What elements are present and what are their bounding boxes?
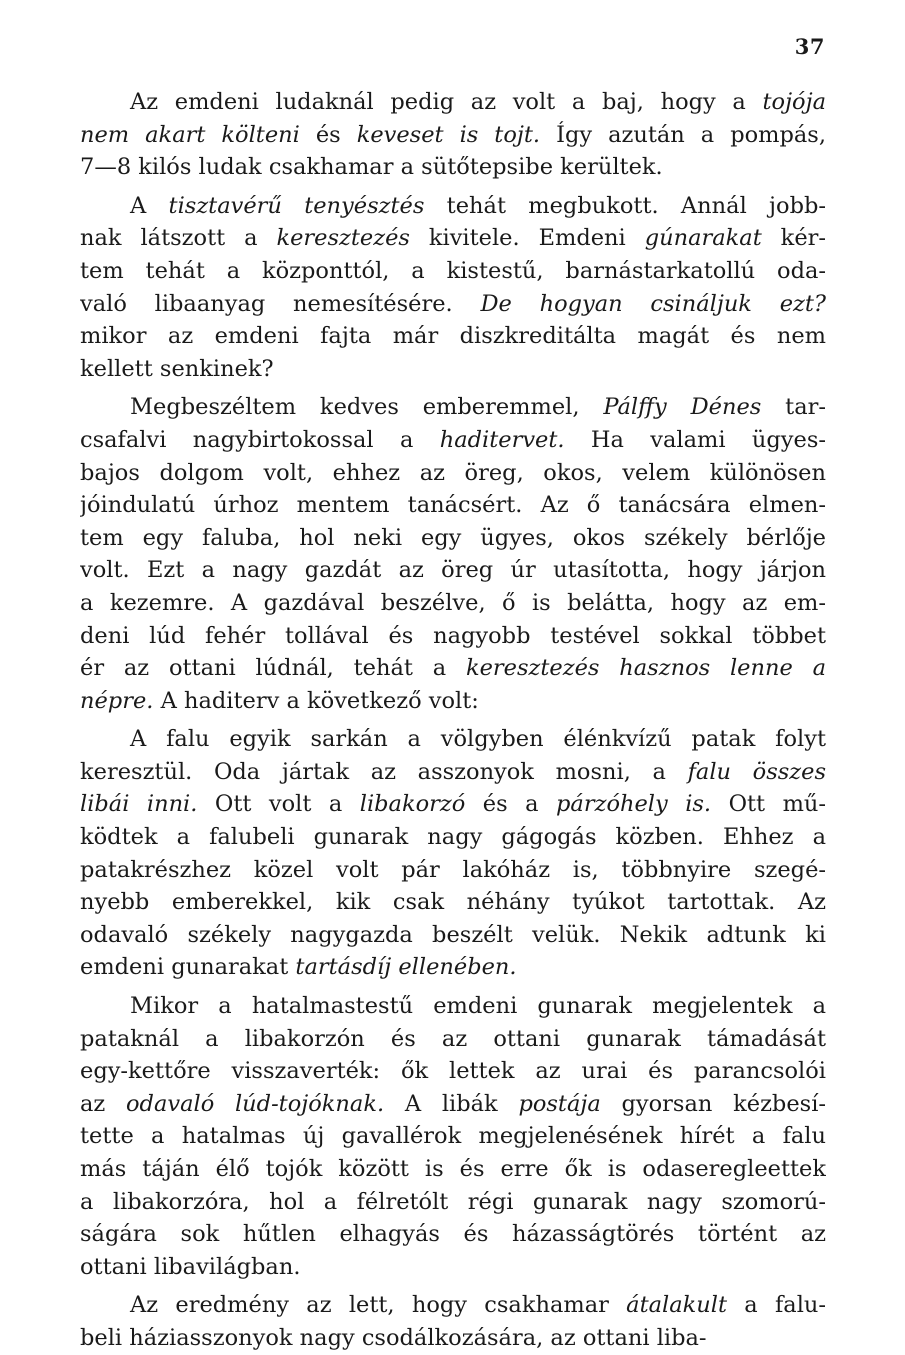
text-line xyxy=(80,821,826,854)
paragraph xyxy=(80,1289,826,1354)
text-line xyxy=(80,756,826,789)
text-segment: pataknál a libakorzón és az ottani gunarak támadását xyxy=(80,1025,826,1052)
text-line xyxy=(80,951,826,984)
text-segment: deni lúd fehér tollával és nagyobb testével sokkal többet xyxy=(80,622,826,649)
text-line xyxy=(80,1289,826,1322)
text-line xyxy=(80,353,826,386)
text-segment: A falu egyik sarkán a völgyben élénkvízű patak folyt xyxy=(130,726,826,753)
text-segment: Mikor a hatalmastestű emdeni gunarak megjelentek a xyxy=(130,993,826,1020)
italic-text: tartásdíj ellenében. xyxy=(295,954,517,981)
text-line xyxy=(80,255,826,288)
text-segment: ködtek a falubeli gunarak nagy gágogás közben. Ehhez a xyxy=(80,824,826,851)
text-segment: volt. Ezt a nagy gazdát az öreg úr utasította, hogy járjon xyxy=(80,557,826,584)
text-line xyxy=(80,1088,826,1121)
italic-text: nem akart költeni xyxy=(80,121,300,148)
text-segment: csafalvi nagybirtokossal a xyxy=(80,426,440,453)
text-segment: ér az ottani lúdnál, tehát a xyxy=(80,655,466,682)
text-segment: Ott mű- xyxy=(711,791,826,818)
italic-text: Pálffy Dénes xyxy=(603,394,762,421)
text-line xyxy=(80,685,826,718)
text-segment: Így azután a pompás, xyxy=(540,121,826,148)
text-segment: kivitele. Emdeni xyxy=(409,225,645,252)
text-segment: Ott volt a xyxy=(197,791,360,818)
paragraph xyxy=(80,990,826,1283)
text-segment: a kezemre. A gazdával beszélve, ő is belátta, hogy az em- xyxy=(80,589,826,616)
italic-text: átalakult xyxy=(626,1292,728,1319)
paragraph xyxy=(80,86,826,184)
text-line xyxy=(80,288,826,321)
text-line xyxy=(80,788,826,821)
italic-text: De hogyan csináljuk ezt? xyxy=(480,290,826,317)
text-line xyxy=(80,919,826,952)
paragraph xyxy=(80,190,826,386)
text-segment: bajos dolgom volt, ehhez az öreg, okos, velem különösen xyxy=(80,459,826,486)
text-segment: Megbeszéltem kedves emberemmel, xyxy=(130,394,604,421)
italic-text: gúnarakat xyxy=(644,225,762,252)
text-line xyxy=(80,522,826,555)
text-line xyxy=(80,489,826,522)
text-segment: ságára sok hűtlen elhagyás és házasságtörés történt az xyxy=(80,1221,826,1248)
text-line xyxy=(80,587,826,620)
text-line xyxy=(80,119,826,152)
text-segment: tar- xyxy=(761,394,826,421)
italic-text: tisztavérű tenyésztés xyxy=(168,192,425,219)
italic-text: párzóhely is. xyxy=(556,791,712,818)
text-segment: és xyxy=(299,121,357,148)
paragraph xyxy=(80,723,826,984)
text-segment: nak látszott a xyxy=(80,225,277,252)
text-segment: A libák xyxy=(384,1090,519,1117)
text-line xyxy=(80,222,826,255)
text-line xyxy=(80,1218,826,1251)
text-line xyxy=(80,424,826,457)
text-segment: jóindulatú úrhoz mentem tanácsért. Az ő tanácsára elmen- xyxy=(80,492,826,519)
text-segment: Az eredmény az lett, hogy csakhamar xyxy=(130,1292,627,1319)
italic-text: tojója xyxy=(762,89,826,115)
text-segment: A xyxy=(130,192,169,219)
text-line xyxy=(80,457,826,490)
text-line xyxy=(80,620,826,653)
text-line xyxy=(80,1186,826,1219)
text-line xyxy=(80,652,826,685)
italic-text: keresztezés xyxy=(276,225,410,252)
text-segment: az xyxy=(80,1090,127,1117)
text-segment: kér- xyxy=(761,225,826,252)
text-segment: tem egy faluba, hol neki egy ügyes, okos székely bérlője xyxy=(80,524,826,551)
text-segment: Az emdeni ludaknál pedig az volt a baj, hogy a xyxy=(130,89,763,115)
text-line xyxy=(80,151,826,184)
italic-text: haditervet. xyxy=(439,426,565,453)
italic-text: keresztezés hasznos lenne a xyxy=(465,655,826,682)
text-line xyxy=(80,391,826,424)
text-segment: tehát megbukott. Annál jobb- xyxy=(424,192,826,219)
page-number: 37 xyxy=(794,34,825,59)
text-line xyxy=(80,1120,826,1153)
text-line xyxy=(80,990,826,1023)
text-line xyxy=(80,1322,826,1355)
text-segment: patakrészhez közel volt pár lakóház is, többnyire szegé- xyxy=(80,856,826,883)
text-segment: való libaanyag nemesítésére. xyxy=(80,290,481,317)
text-segment: A haditerv a következő volt: xyxy=(153,687,479,714)
text-segment: egy-kettőre visszaverték: ők lettek az urai és parancsolói xyxy=(80,1058,826,1085)
body-text xyxy=(80,86,826,1355)
text-line xyxy=(80,1153,826,1186)
text-segment: nyebb emberekkel, kik csak néhány tyúkot tartottak. Az xyxy=(80,889,826,916)
text-segment: 7—8 kilós ludak csakhamar a sütőtepsibe kerültek. xyxy=(80,154,663,181)
text-segment: kellett senkinek? xyxy=(80,355,274,382)
text-segment: emdeni gunarakat xyxy=(80,954,296,981)
text-segment: odavaló székely nagygazda beszélt velük. Nekik adtunk ki xyxy=(80,921,826,948)
italic-text: falu összes xyxy=(687,758,826,785)
text-segment: ottani libavilágban. xyxy=(80,1253,301,1280)
text-segment: a libakorzóra, hol a félretólt régi gunarak nagy szomorú- xyxy=(80,1188,826,1215)
text-segment: keresztül. Oda jártak az asszonyok mosni, a xyxy=(80,758,688,785)
italic-text: libái inni. xyxy=(80,791,198,818)
italic-text: népre. xyxy=(80,687,154,714)
text-segment: tem tehát a központtól, a kistestű, barnástarkatollú oda- xyxy=(80,257,826,284)
text-line xyxy=(80,320,826,353)
paragraph xyxy=(80,391,826,717)
text-line xyxy=(80,554,826,587)
text-segment: a falu- xyxy=(727,1292,826,1319)
text-segment: más táján élő tojók között is és erre ők is odaseregleettek xyxy=(80,1156,826,1182)
italic-text: postája xyxy=(518,1090,601,1117)
text-line xyxy=(80,723,826,756)
text-line xyxy=(80,1251,826,1284)
text-line xyxy=(80,886,826,919)
text-line xyxy=(80,854,826,887)
text-segment: és a xyxy=(465,791,557,818)
italic-text: libakorzó xyxy=(359,791,466,818)
text-segment: gyorsan kézbesí- xyxy=(600,1090,826,1117)
text-line xyxy=(80,190,826,223)
text-segment: Ha valami ügyes- xyxy=(564,426,826,453)
text-segment: tette a hatalmas új gavallérok megjelenésének hírét a falu xyxy=(80,1123,826,1150)
italic-text: odavaló lúd-tojóknak. xyxy=(126,1090,385,1117)
text-segment: mikor az emdeni fajta már diszkreditálta magát és nem xyxy=(80,323,826,350)
text-line xyxy=(80,1055,826,1088)
italic-text: keveset is tojt. xyxy=(356,121,541,148)
text-line xyxy=(80,1023,826,1056)
text-segment: beli háziasszonyok nagy csodálkozására, az ottani liba- xyxy=(80,1324,707,1351)
text-line xyxy=(80,86,826,119)
